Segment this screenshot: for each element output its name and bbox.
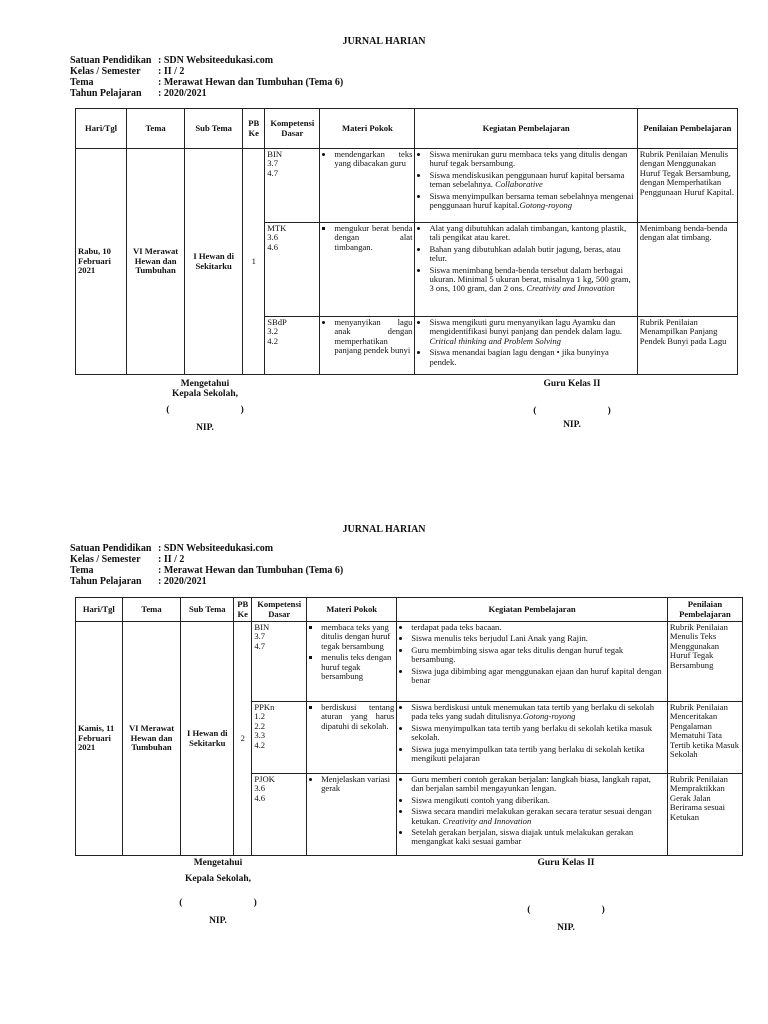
signature-line: ( ) xyxy=(166,405,244,415)
kegiatan-cell xyxy=(415,317,637,375)
kd-code: 4.7 xyxy=(254,640,266,651)
header-cell: Penilaian Pembelajaran xyxy=(667,598,742,622)
kd-code: 3.6 xyxy=(267,232,278,243)
header-cell: Materi Pokok xyxy=(307,598,397,622)
materi-cell xyxy=(307,774,397,856)
materi-cell xyxy=(320,149,415,223)
kd-code: 4.2 xyxy=(267,335,278,346)
pb-cell: 1 xyxy=(243,149,265,375)
header-cell: Tema xyxy=(122,598,181,622)
kd-subject: SBdP xyxy=(267,317,287,327)
list-item: • Siswa juga dibimbing agar menggunakan ejaan dan huruf kapital dengan benar xyxy=(411,667,665,686)
signature-line: ( ) xyxy=(179,898,257,908)
header-cell: PB Ke xyxy=(234,598,252,622)
list-item: ▪ mengukur berat benda dengan alat timbangan. xyxy=(334,224,412,252)
header-cell: Sub Tema xyxy=(181,598,234,622)
materi-cell xyxy=(320,223,415,317)
sign-label: Mengetahui xyxy=(193,858,243,868)
list-item: • Siswa menyimpulkan tata tertib yang berlaku di sekolah ketika masuk sekolah. xyxy=(411,724,665,743)
kegiatan-cell xyxy=(397,774,668,856)
list-item: • Siswa juga menyimpulkan tata tertib yang berlaku di sekolah ketika mengikuti pelajaran xyxy=(411,745,665,764)
kd-code: 4.2 xyxy=(254,739,266,750)
materi-cell xyxy=(320,317,415,375)
meta-label: Tema xyxy=(70,565,94,576)
header-cell: Hari/Tgl xyxy=(76,598,123,622)
kd-cell xyxy=(265,149,320,223)
header-cell: Kompetensi Dasar xyxy=(252,598,307,622)
hari-tgl-cell: Kamis, 11 Februari 2021 xyxy=(76,622,123,856)
table-row xyxy=(76,622,743,702)
header-cell: Kompetensi Dasar xyxy=(265,109,320,149)
list-item: • Siswa mendiskusikan penggunaan huruf kapital bersama teman sebelahnya. Collaborative xyxy=(429,171,634,190)
sign-label: Guru Kelas II xyxy=(537,858,595,868)
nip-label: NIP. xyxy=(563,420,581,430)
list-item: • Siswa secara mandiri melakukan gerakan secara teratur sesuai dengan ketukan. Creativity and Innovation xyxy=(411,807,665,826)
header-cell: Hari/Tgl xyxy=(76,109,127,149)
list-item: • Alat yang dibutuhkan adalah timbangan, kantong plastik, tali pengikat atau karet. xyxy=(429,224,634,243)
meta-label: Tahun Pelajaran xyxy=(70,576,142,587)
list-item: • mendengarkan teks yang dibacakan guru xyxy=(334,150,412,169)
penilaian-cell: Rubrik Penilaian Mempraktikkan Gerak Jalan Berirama sesuai Ketukan xyxy=(667,774,742,856)
meta-value: : Merawat Hewan dan Tumbuhan (Tema 6) xyxy=(158,565,344,576)
header-cell: PB Ke xyxy=(243,109,265,149)
list-item: • Siswa menirukan guru membaca teks yang ditulis dengan huruf tegak bersambung. xyxy=(429,150,634,169)
pb-cell: 2 xyxy=(234,622,252,856)
sign-label: Guru Kelas II xyxy=(543,379,601,389)
list-item: • Siswa menulis teks berjudul Lani Anak yang Rajin. xyxy=(411,634,665,643)
kd-subject: PJOK xyxy=(254,774,275,784)
kd-subject: BIN xyxy=(267,149,283,159)
journal-2-table xyxy=(75,597,743,856)
journal-1-meta xyxy=(70,55,343,99)
meta-value: : SDN Websiteedukasi.com xyxy=(158,543,274,554)
header-cell: Tema xyxy=(127,109,185,149)
meta-label: Tema xyxy=(70,77,94,88)
header-cell: Kegiatan Pembelajaran xyxy=(415,109,637,149)
list-item: • Siswa mengikuti guru menyanyikan lagu Ayamku dan mengidentifikasi bunyi panjang dan pendek dalam lagu. Critical thinking and Problem Solving xyxy=(429,318,634,346)
kd-code: 3.7 xyxy=(267,158,278,169)
sign-label: Kepala Sekolah, xyxy=(185,874,251,884)
materi-cell xyxy=(307,702,397,774)
list-item: • Bahan yang dibutuhkan adalah butir jagung, beras, atau telur. xyxy=(429,245,634,264)
subtema-cell: I Hewan di Sekitarku xyxy=(181,622,234,856)
meta-value: : Merawat Hewan dan Tumbuhan (Tema 6) xyxy=(158,77,344,88)
kd-subject: MTK xyxy=(267,223,287,233)
list-item: ▪ membaca teks yang ditulis dengan huruf tegak bersambung xyxy=(321,623,394,651)
meta-label: Satuan Pendidikan xyxy=(70,543,152,554)
nip-label: NIP. xyxy=(196,423,214,433)
signature-line: ( ) xyxy=(533,406,611,416)
penilaian-cell: Rubrik Penilaian Menampilkan Panjang Pendek Bunyi pada Lagu xyxy=(637,317,737,375)
penilaian-cell: Rubrik Penilaian Menceritakan Pengalaman Mematuhi Tata Tertib ketika Masuk Sekolah xyxy=(667,702,742,774)
list-item: • Menjelaskan variasi gerak xyxy=(321,775,394,794)
kd-code: 3.7 xyxy=(254,631,266,642)
signature-line: ( ) xyxy=(527,905,605,915)
kd-subject: PPKn xyxy=(254,702,275,712)
meta-label: Satuan Pendidikan xyxy=(70,55,152,66)
list-item: • Setelah gerakan berjalan, siswa diajak untuk melakukan gerakan mengangkat kaki sesuai gambar xyxy=(411,828,665,847)
meta-value: : 2020/2021 xyxy=(158,88,207,99)
journal-1-title: JURNAL HARIAN xyxy=(342,36,426,47)
kd-code: 4.6 xyxy=(267,241,278,252)
kegiatan-cell xyxy=(397,622,668,702)
materi-cell xyxy=(307,622,397,702)
penilaian-cell: Rubrik Penilaian Menulis Teks Menggunakan Huruf Tegak Bersambung xyxy=(667,622,742,702)
list-item: • menyanyikan lagu anak dengan memperhatikan panjang pendek bunyi xyxy=(334,318,412,356)
meta-label: Kelas / Semester xyxy=(70,554,141,565)
header-cell: Materi Pokok xyxy=(320,109,415,149)
table-header-row xyxy=(76,598,743,622)
kegiatan-cell xyxy=(415,223,637,317)
tema-cell: VI Merawat Hewan dan Tumbuhan xyxy=(127,149,185,375)
list-item: ▪ berdiskusi tentang aturan yang harus dipatuhi di sekolah. xyxy=(321,703,394,731)
sign-label: Kepala Sekolah, xyxy=(172,389,238,399)
journal-2-sign-left xyxy=(153,858,283,926)
kd-cell xyxy=(252,702,307,774)
kd-cell xyxy=(265,317,320,375)
meta-label: Kelas / Semester xyxy=(70,66,141,77)
nip-label: NIP. xyxy=(557,923,575,933)
kd-code: 4.6 xyxy=(254,792,266,803)
table-row xyxy=(76,149,738,223)
penilaian-cell: Menimbang benda-benda dengan alat timbang. xyxy=(637,223,737,317)
hari-tgl-cell: Rabu, 10 Februari 2021 xyxy=(76,149,127,375)
kd-cell xyxy=(252,622,307,702)
nip-label: NIP. xyxy=(209,916,227,926)
journal-1-table xyxy=(75,108,738,375)
tema-cell: VI Merawat Hewan dan Tumbuhan xyxy=(122,622,181,856)
list-item: • Siswa menandai bagian lagu dengan • jika bunyinya pendek. xyxy=(429,348,634,367)
meta-label: Tahun Pelajaran xyxy=(70,88,142,99)
subtema-cell: I Hewan di Sekitarku xyxy=(185,149,243,375)
header-cell: Sub Tema xyxy=(185,109,243,149)
list-item: • Guru memberi contoh gerakan berjalan: langkah biasa, langkah rapat, dan berjalan sambil mengayunkan lengan. xyxy=(411,775,665,794)
journal-1-sign-left xyxy=(140,379,270,433)
kd-subject: BIN xyxy=(254,622,270,632)
journal-2-sign-right xyxy=(501,858,631,933)
meta-value: : II / 2 xyxy=(158,554,185,565)
kegiatan-cell xyxy=(415,149,637,223)
list-item: • Siswa berdiskusi untuk menemukan tata tertib yang berlaku di sekolah pada teks yang sudah ditulisnya.Gotong-royong xyxy=(411,703,665,722)
sign-label: Mengetahui xyxy=(180,379,230,389)
list-item: • Guru membimbing siswa agar teks ditulis dengan huruf tegak bersambung. xyxy=(411,646,665,665)
meta-value: : II / 2 xyxy=(158,66,185,77)
list-item: • terdapat pada teks bacaan. xyxy=(411,623,665,632)
meta-value: : 2020/2021 xyxy=(158,576,207,587)
penilaian-cell: Rubrik Penilaian Menulis dengan Menggunakan Huruf Tegak Bersambung, dengan Memperhatikan Penggunaan Huruf Kapital. xyxy=(637,149,737,223)
journal-2-meta xyxy=(70,543,343,587)
kd-code: 3.2 xyxy=(267,326,278,337)
kd-code: 2.2 xyxy=(254,720,266,731)
meta-value: : SDN Websiteedukasi.com xyxy=(158,55,274,66)
list-item: • Siswa menimbang benda-benda tersebut dalam berbagai ukuran. Minimal 5 ukuran berat, misalnya 1 kg, 500 gram, 3 ons, 100 gram, dan 2 ons. Creativity and Innovation xyxy=(429,266,634,294)
list-item: • Siswa mengikuti contoh yang diberikan. xyxy=(411,796,665,805)
kd-code: 3.3 xyxy=(254,730,266,741)
kd-code: 1.2 xyxy=(254,711,266,722)
kd-code: 3.6 xyxy=(254,783,266,794)
kegiatan-cell xyxy=(397,702,668,774)
list-item: • Siswa menyimpulkan bersama teman sebelahnya mengenai penggunaan huruf kapital.Gotong-royong xyxy=(429,192,634,211)
kd-cell xyxy=(252,774,307,856)
journal-1-sign-right xyxy=(507,379,637,430)
header-cell: Kegiatan Pembelajaran xyxy=(397,598,668,622)
header-cell: Penilaian Pembelajaran xyxy=(637,109,737,149)
kd-cell xyxy=(265,223,320,317)
table-header-row xyxy=(76,109,738,149)
list-item: ▪ menulis teks dengan huruf tegak bersambung xyxy=(321,653,394,681)
kd-code: 4.7 xyxy=(267,167,278,178)
journal-2-title: JURNAL HARIAN xyxy=(342,524,426,535)
